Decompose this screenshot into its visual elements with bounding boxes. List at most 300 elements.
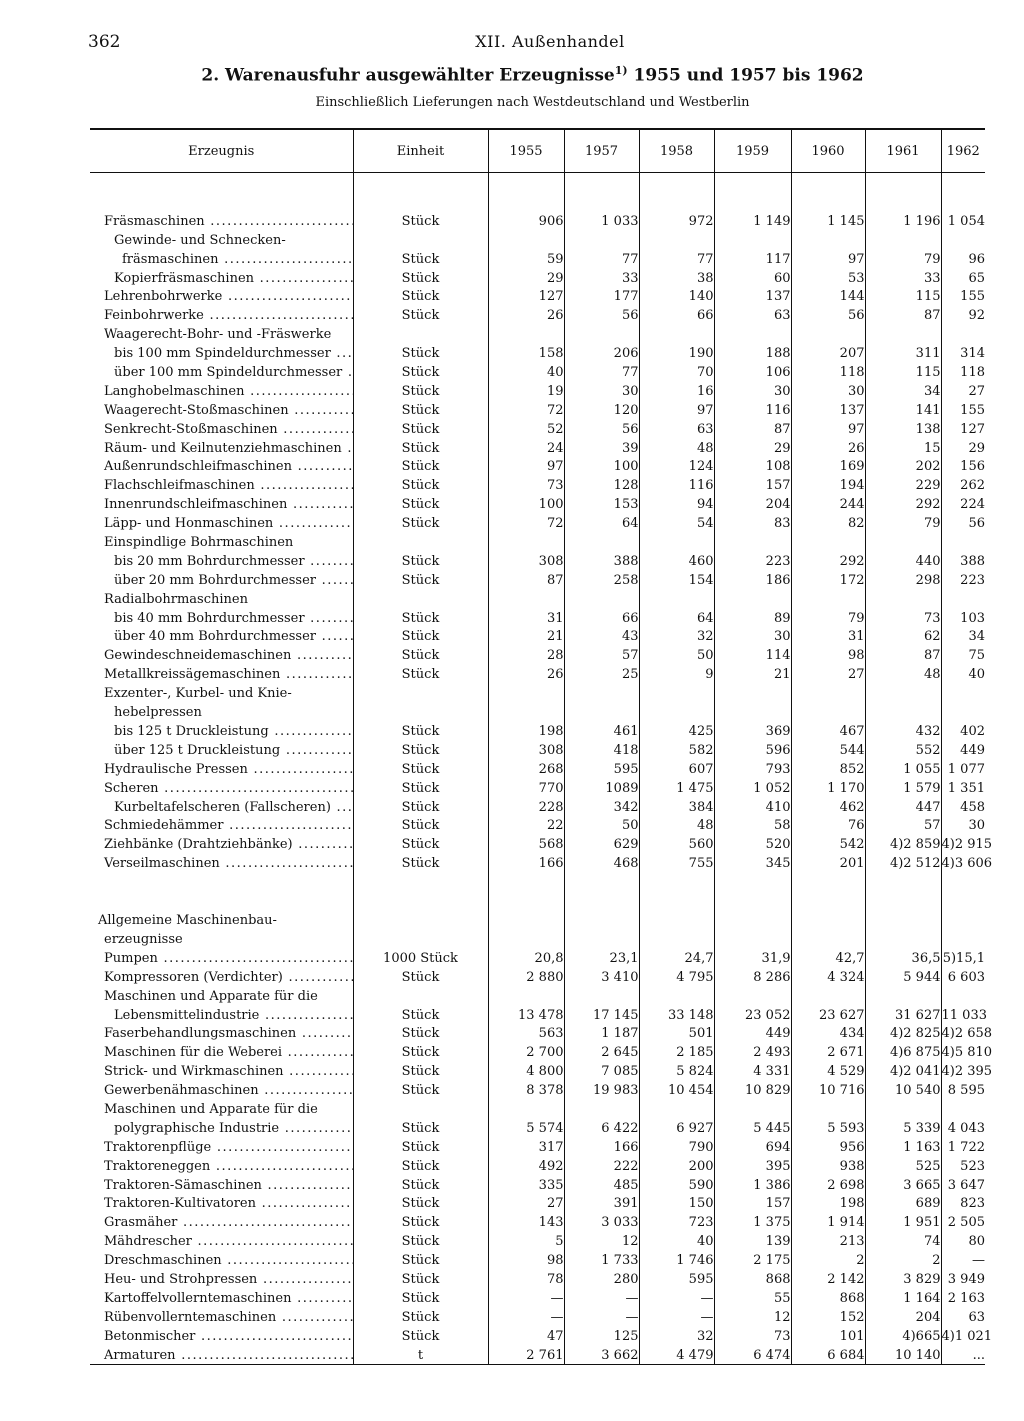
value-cell	[488, 910, 564, 929]
value-cell: 62	[865, 627, 941, 646]
title-footnote: 1)	[614, 64, 628, 77]
unit-cell	[353, 910, 488, 929]
value-cell: 317	[488, 1137, 564, 1156]
value-cell	[714, 702, 791, 721]
value-cell: 124	[639, 457, 714, 476]
product-label: bis 40 mm Bohrdurchmesser .....	[90, 608, 353, 627]
unit-cell: Stück	[353, 249, 488, 268]
value-cell: 204	[714, 494, 791, 513]
value-cell: 3 949	[941, 1269, 985, 1288]
product-label: Verseilmaschinen .....	[90, 853, 353, 872]
value-cell: 40	[639, 1231, 714, 1250]
product-label: Ziehbänke (Drahtziehbänke) .....	[90, 834, 353, 853]
value-cell	[488, 702, 564, 721]
value-cell: 56	[791, 305, 865, 324]
product-label: Fräsmaschinen .....	[90, 211, 353, 230]
value-cell: 63	[941, 1307, 985, 1326]
unit-cell: Stück	[353, 759, 488, 778]
value-cell: 3 829	[865, 1269, 941, 1288]
value-cell	[791, 230, 865, 249]
product-label: Läpp- und Honmaschinen .....	[90, 513, 353, 532]
value-cell: 21	[488, 627, 564, 646]
value-cell: 258	[564, 570, 639, 589]
value-cell	[488, 532, 564, 551]
value-cell	[941, 324, 985, 343]
value-cell	[941, 683, 985, 702]
value-cell: 30	[714, 627, 791, 646]
product-label: Außenrundschleifmaschinen .....	[90, 457, 353, 476]
value-cell: 595	[564, 759, 639, 778]
value-cell: 596	[714, 740, 791, 759]
table-row	[90, 513, 985, 532]
value-cell	[488, 986, 564, 1005]
value-cell: 59	[488, 249, 564, 268]
value-cell: 194	[791, 475, 865, 494]
header-erzeugnis: Erzeugnis	[90, 129, 353, 173]
product-label: polygraphische Industrie .....	[90, 1118, 353, 1137]
value-cell: 24,7	[639, 948, 714, 967]
value-cell	[564, 324, 639, 343]
unit-cell: Stück	[353, 1307, 488, 1326]
value-cell: —	[564, 1288, 639, 1307]
unit-cell: Stück	[353, 797, 488, 816]
value-cell: 63	[639, 419, 714, 438]
unit-cell: Stück	[353, 627, 488, 646]
value-cell: 101	[791, 1326, 865, 1345]
value-cell: 1 746	[639, 1250, 714, 1269]
value-cell: 74	[865, 1231, 941, 1250]
table-row	[90, 324, 985, 343]
product-label: Exzenter-, Kurbel- und Knie-	[104, 686, 292, 702]
value-cell: 98	[791, 645, 865, 664]
value-cell: ...	[941, 1345, 985, 1364]
value-cell: 2 505	[941, 1212, 985, 1231]
value-cell: 10 540	[865, 1080, 941, 1099]
value-cell	[564, 702, 639, 721]
value-cell: 520	[714, 834, 791, 853]
value-cell: 137	[714, 287, 791, 306]
value-cell: 492	[488, 1156, 564, 1175]
value-cell: 27	[791, 664, 865, 683]
value-cell	[714, 683, 791, 702]
value-cell: —	[488, 1288, 564, 1307]
product-label: bis 20 mm Bohrdurchmesser .....	[90, 551, 353, 570]
value-cell: 152	[791, 1307, 865, 1326]
header-1962: 1962	[941, 129, 985, 173]
product-label: über 40 mm Bohrdurchmesser .....	[90, 627, 353, 646]
value-cell: 501	[639, 1024, 714, 1043]
value-cell: 155	[941, 287, 985, 306]
value-cell: 868	[791, 1288, 865, 1307]
value-cell: 32	[639, 627, 714, 646]
value-cell: 595	[639, 1269, 714, 1288]
spacer-cell	[941, 173, 985, 212]
value-cell: 118	[941, 362, 985, 381]
value-cell: 694	[714, 1137, 791, 1156]
value-cell: 292	[865, 494, 941, 513]
value-cell: 154	[639, 570, 714, 589]
value-cell: 432	[865, 721, 941, 740]
value-cell: 10 454	[639, 1080, 714, 1099]
table-row	[90, 1345, 985, 1364]
value-cell: —	[639, 1307, 714, 1326]
value-cell	[791, 532, 865, 551]
value-cell: 27	[941, 381, 985, 400]
value-cell: 48	[865, 664, 941, 683]
value-cell: 200	[639, 1156, 714, 1175]
value-cell: 28	[488, 645, 564, 664]
value-cell: 4 529	[791, 1061, 865, 1080]
unit-cell: Stück	[353, 457, 488, 476]
value-cell	[639, 589, 714, 608]
unit-cell: Stück	[353, 551, 488, 570]
value-cell: 16	[639, 381, 714, 400]
unit-cell: Stück	[353, 211, 488, 230]
value-cell: 4 795	[639, 967, 714, 986]
value-cell: 188	[714, 343, 791, 362]
value-cell: 906	[488, 211, 564, 230]
table-row	[90, 1024, 985, 1043]
value-cell: 1 386	[714, 1175, 791, 1194]
value-cell: 23,1	[564, 948, 639, 967]
product-label: Strick- und Wirkmaschinen .....	[90, 1061, 353, 1080]
value-cell: 1 187	[564, 1024, 639, 1043]
spacer-cell	[90, 173, 353, 212]
value-cell: 4)2 512	[865, 853, 941, 872]
table-row	[90, 570, 985, 589]
value-cell: 56	[564, 419, 639, 438]
value-cell: 1 951	[865, 1212, 941, 1231]
product-label: Traktoren-Sämaschinen .....	[90, 1175, 353, 1194]
value-cell: 770	[488, 778, 564, 797]
product-label: Flachschleifmaschinen .....	[90, 475, 353, 494]
table-title	[90, 64, 975, 86]
value-cell: 22	[488, 816, 564, 835]
table-row	[90, 853, 985, 872]
value-cell: 3 647	[941, 1175, 985, 1194]
value-cell: 65	[941, 268, 985, 287]
value-cell: 2 880	[488, 967, 564, 986]
value-cell: 938	[791, 1156, 865, 1175]
value-cell: 1 375	[714, 1212, 791, 1231]
value-cell: 11 033	[941, 1005, 985, 1024]
value-cell: 10 140	[865, 1345, 941, 1364]
value-cell: 19 983	[564, 1080, 639, 1099]
value-cell: 2	[791, 1250, 865, 1269]
value-cell: 308	[488, 551, 564, 570]
value-cell: 790	[639, 1137, 714, 1156]
value-cell: 2	[865, 1250, 941, 1269]
value-cell: 314	[941, 343, 985, 362]
table-row	[90, 645, 985, 664]
product-label: fräsmaschinen .....	[90, 249, 353, 268]
table-row	[90, 1231, 985, 1250]
value-cell: 335	[488, 1175, 564, 1194]
value-cell	[639, 910, 714, 929]
product-label: Metallkreissägemaschinen .....	[90, 664, 353, 683]
value-cell: 30	[564, 381, 639, 400]
table-row	[90, 1288, 985, 1307]
table-body	[90, 173, 993, 1365]
value-cell: 42,7	[791, 948, 865, 967]
unit-cell	[353, 872, 488, 910]
value-cell: 1 055	[865, 759, 941, 778]
product-label: Maschinen und Apparate für die	[104, 1101, 318, 1117]
value-cell: 70	[639, 362, 714, 381]
value-cell	[865, 910, 941, 929]
value-cell	[639, 872, 714, 910]
table-row	[90, 608, 985, 627]
title-text: 2. Warenausfuhr ausgewählter Erzeugnisse	[201, 65, 615, 86]
value-cell: 83	[714, 513, 791, 532]
value-cell: 4)3 606	[941, 853, 985, 872]
product-label: Hydraulische Pressen .....	[90, 759, 353, 778]
unit-cell: Stück	[353, 570, 488, 589]
value-cell: 26	[791, 438, 865, 457]
value-cell: 202	[865, 457, 941, 476]
table-row	[90, 362, 985, 381]
table-row	[90, 1118, 985, 1137]
value-cell: 87	[714, 419, 791, 438]
unit-cell: Stück	[353, 475, 488, 494]
product-label: Allgemeine Maschinenbau-	[98, 913, 277, 929]
value-cell: 460	[639, 551, 714, 570]
value-cell: 24	[488, 438, 564, 457]
value-cell: 369	[714, 721, 791, 740]
product-label: Maschinen für die Weberei .....	[90, 1042, 353, 1061]
value-cell	[791, 986, 865, 1005]
value-cell: 30	[714, 381, 791, 400]
unit-cell: Stück	[353, 740, 488, 759]
value-cell	[865, 986, 941, 1005]
value-cell: 60	[714, 268, 791, 287]
value-cell: 50	[639, 645, 714, 664]
spacer-cell	[639, 173, 714, 212]
value-cell: 82	[791, 513, 865, 532]
table-row	[90, 702, 985, 721]
unit-cell: Stück	[353, 362, 488, 381]
table-row	[90, 1269, 985, 1288]
value-cell: 144	[791, 287, 865, 306]
unit-cell: Stück	[353, 1269, 488, 1288]
table-row	[90, 305, 985, 324]
value-cell: 1 033	[564, 211, 639, 230]
value-cell: 157	[714, 475, 791, 494]
table-row	[90, 872, 985, 910]
value-cell	[865, 532, 941, 551]
product-label: Waagerecht-Stoßmaschinen .....	[90, 400, 353, 419]
value-cell: 1089	[564, 778, 639, 797]
value-cell: 87	[865, 305, 941, 324]
value-cell: 143	[488, 1212, 564, 1231]
product-label	[90, 872, 353, 910]
value-cell: —	[941, 1250, 985, 1269]
table-row	[90, 1307, 985, 1326]
value-cell: 1 163	[865, 1137, 941, 1156]
value-cell: 1 475	[639, 778, 714, 797]
value-cell: 292	[791, 551, 865, 570]
value-cell	[639, 986, 714, 1005]
value-cell: 34	[941, 627, 985, 646]
product-label: Gewerbenähmaschinen .....	[90, 1080, 353, 1099]
product-label: über 125 t Druckleistung .....	[90, 740, 353, 759]
unit-cell: Stück	[353, 1288, 488, 1307]
value-cell: 228	[488, 797, 564, 816]
table-row	[90, 268, 985, 287]
product-label: Traktoren-Kultivatoren .....	[90, 1194, 353, 1213]
title-years: 1955 und 1957 bis 1962	[627, 65, 864, 86]
value-cell: 166	[488, 853, 564, 872]
table-row	[90, 287, 985, 306]
value-cell: 204	[865, 1307, 941, 1326]
value-cell: 54	[639, 513, 714, 532]
product-label: Lebensmittelindustrie .....	[90, 1005, 353, 1024]
unit-cell: Stück	[353, 1231, 488, 1250]
unit-cell: Stück	[353, 268, 488, 287]
value-cell: 55	[714, 1288, 791, 1307]
value-cell: 449	[941, 740, 985, 759]
value-cell: 311	[865, 343, 941, 362]
product-label: Feinbohrwerke .....	[90, 305, 353, 324]
value-cell: 39	[564, 438, 639, 457]
value-cell	[714, 324, 791, 343]
value-cell: 25	[564, 664, 639, 683]
table-row	[90, 664, 985, 683]
value-cell: 116	[639, 475, 714, 494]
unit-cell: Stück	[353, 1137, 488, 1156]
value-cell: 485	[564, 1175, 639, 1194]
value-cell	[488, 929, 564, 948]
value-cell	[714, 929, 791, 948]
value-cell	[865, 929, 941, 948]
unit-cell: Stück	[353, 1005, 488, 1024]
unit-cell: Stück	[353, 438, 488, 457]
value-cell: 5)15,1	[941, 948, 985, 967]
value-cell: 33 148	[639, 1005, 714, 1024]
product-label: Armaturen .....	[90, 1345, 353, 1364]
value-cell: 33	[564, 268, 639, 287]
value-cell: 169	[791, 457, 865, 476]
table-row	[90, 1099, 985, 1118]
value-cell: 48	[639, 438, 714, 457]
product-label: Traktorenpflüge .....	[90, 1137, 353, 1156]
value-cell: 155	[941, 400, 985, 419]
value-cell: 31	[488, 608, 564, 627]
product-label: Traktoreneggen .....	[90, 1156, 353, 1175]
value-cell: 449	[714, 1024, 791, 1043]
value-cell: 15	[865, 438, 941, 457]
value-cell: 523	[941, 1156, 985, 1175]
unit-cell	[353, 324, 488, 343]
header-row	[90, 129, 985, 173]
unit-cell: Stück	[353, 1080, 488, 1099]
value-cell	[488, 324, 564, 343]
value-cell: 868	[714, 1269, 791, 1288]
value-cell: 4 043	[941, 1118, 985, 1137]
value-cell: 12	[714, 1307, 791, 1326]
value-cell: 4)2 395	[941, 1061, 985, 1080]
value-cell: 23 627	[791, 1005, 865, 1024]
table-row	[90, 475, 985, 494]
unit-cell: Stück	[353, 419, 488, 438]
unit-cell: Stück	[353, 645, 488, 664]
value-cell: 97	[639, 400, 714, 419]
table-row	[90, 438, 985, 457]
value-cell: 198	[791, 1194, 865, 1213]
value-cell: 5 824	[639, 1061, 714, 1080]
value-cell	[865, 702, 941, 721]
value-cell: 1 196	[865, 211, 941, 230]
value-cell: 77	[564, 362, 639, 381]
value-cell: 19	[488, 381, 564, 400]
value-cell	[865, 872, 941, 910]
value-cell: 244	[791, 494, 865, 513]
table-row	[90, 230, 985, 249]
value-cell: 852	[791, 759, 865, 778]
product-label: Innenrundschleifmaschinen .....	[90, 494, 353, 513]
header-einheit: Einheit	[353, 129, 488, 173]
value-cell: 79	[865, 513, 941, 532]
value-cell: 64	[639, 608, 714, 627]
product-label: über 20 mm Bohrdurchmesser .....	[90, 570, 353, 589]
table-row	[90, 929, 985, 948]
table-row	[90, 778, 985, 797]
value-cell: 793	[714, 759, 791, 778]
value-cell: 6 603	[941, 967, 985, 986]
value-cell: 57	[865, 816, 941, 835]
table-row	[90, 948, 985, 967]
value-cell: 4 331	[714, 1061, 791, 1080]
value-cell: 4)1 021	[941, 1326, 985, 1345]
value-cell	[714, 589, 791, 608]
value-cell: 186	[714, 570, 791, 589]
value-cell: 94	[639, 494, 714, 513]
value-cell: 4)6 875	[865, 1042, 941, 1061]
value-cell: 8 378	[488, 1080, 564, 1099]
value-cell: 434	[791, 1024, 865, 1043]
value-cell	[791, 683, 865, 702]
value-cell	[941, 589, 985, 608]
unit-cell: Stück	[353, 608, 488, 627]
value-cell: 229	[865, 475, 941, 494]
value-cell: 207	[791, 343, 865, 362]
value-cell: 223	[714, 551, 791, 570]
value-cell: 10 829	[714, 1080, 791, 1099]
value-cell: 629	[564, 834, 639, 853]
table-row	[90, 589, 985, 608]
value-cell: 153	[564, 494, 639, 513]
value-cell	[564, 230, 639, 249]
value-cell	[865, 1099, 941, 1118]
product-label: Faserbehandlungsmaschinen .....	[90, 1024, 353, 1043]
table-row	[90, 343, 985, 362]
value-cell: 115	[865, 362, 941, 381]
value-cell: 5 574	[488, 1118, 564, 1137]
value-cell: 2 761	[488, 1345, 564, 1364]
table-row	[90, 532, 985, 551]
value-cell	[941, 986, 985, 1005]
unit-cell	[353, 929, 488, 948]
table-row	[90, 1005, 985, 1024]
value-cell	[639, 324, 714, 343]
value-cell	[941, 532, 985, 551]
value-cell: 8 595	[941, 1080, 985, 1099]
value-cell: 26	[488, 664, 564, 683]
table-row	[90, 551, 985, 570]
value-cell: 98	[488, 1250, 564, 1269]
value-cell: 156	[941, 457, 985, 476]
value-cell	[941, 872, 985, 910]
